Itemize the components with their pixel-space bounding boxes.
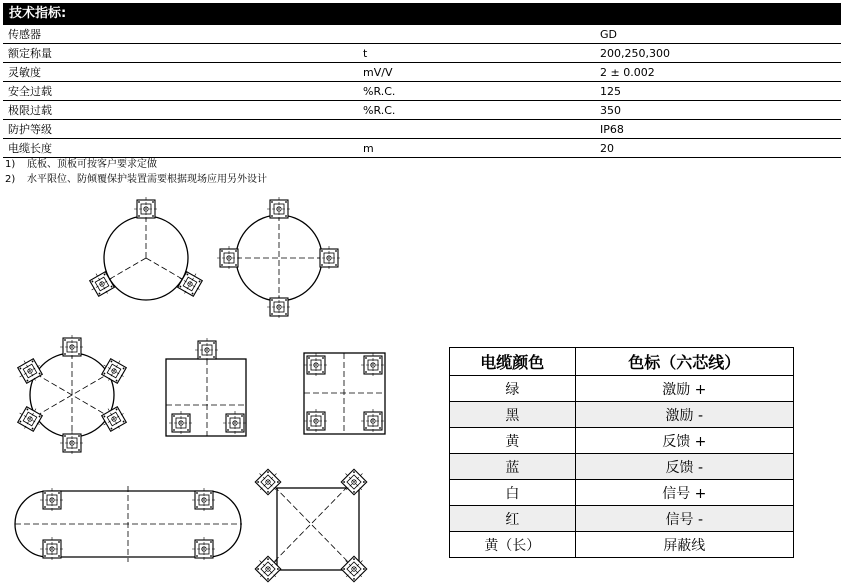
signal-function: 信号 -	[575, 506, 793, 532]
cable-color: 蓝	[450, 454, 576, 480]
spec-name: 极限过载	[3, 101, 358, 120]
cable-color: 黄	[450, 428, 576, 454]
spec-unit: mV/V	[358, 63, 595, 82]
diagram-circle-4-modules	[217, 197, 341, 319]
signal-function: 信号 +	[575, 480, 793, 506]
column-header-color-code: 色标（六芯线）	[575, 348, 793, 376]
signal-function: 激励 +	[575, 376, 793, 402]
diagram-circle-3-modules	[86, 197, 207, 300]
note-number: 1)	[5, 159, 16, 170]
cable-color: 黑	[450, 402, 576, 428]
diagram-circle-6-modules	[14, 335, 131, 455]
note-number: 2)	[5, 174, 16, 185]
cable-color: 红	[450, 506, 576, 532]
diagram-square-4-modules	[304, 353, 385, 434]
diagram-capsule-6-modules	[15, 486, 242, 562]
cable-color: 白	[450, 480, 576, 506]
table-row	[450, 480, 794, 506]
spec-name: 额定称量	[3, 44, 358, 63]
spec-value: GD	[595, 25, 841, 44]
diagram-diamond-4-modules	[251, 465, 371, 586]
cable-color: 绿	[450, 376, 576, 402]
signal-function: 激励 -	[575, 402, 793, 428]
spec-unit: m	[358, 139, 595, 158]
table-row	[450, 532, 794, 558]
cable-color: 黄（长）	[450, 532, 576, 558]
signal-function: 屏蔽线	[575, 532, 793, 558]
spec-name: 安全过载	[3, 82, 358, 101]
table-row	[450, 376, 794, 402]
note-text: 水平限位、防倾覆保护装置需要根据现场应用另外设计	[27, 174, 267, 185]
note-text: 底板、顶板可按客户要求定做	[27, 159, 157, 170]
table-row	[450, 506, 794, 532]
spec-unit: %R.C.	[358, 82, 595, 101]
spec-value: 125	[595, 82, 841, 101]
spec-name: 防护等级	[3, 120, 358, 139]
cable-color-table	[449, 347, 794, 558]
section-header: 技术指标:	[3, 3, 841, 25]
spec-value: 350	[595, 101, 841, 120]
spec-value: 200,250,300	[595, 44, 841, 63]
table-row	[450, 454, 794, 480]
signal-function: 反馈 +	[575, 428, 793, 454]
spec-unit: %R.C.	[358, 101, 595, 120]
diagram-triangle-3-modules	[166, 338, 247, 436]
table-header-row	[450, 348, 794, 376]
spec-name: 灵敏度	[3, 63, 358, 82]
spec-value: 2 ± 0.002	[595, 63, 841, 82]
spec-name: 电缆长度	[3, 139, 358, 158]
column-header-cable-color: 电缆颜色	[450, 348, 576, 376]
spec-value: IP68	[595, 120, 841, 139]
spec-value: 20	[595, 139, 841, 158]
spec-unit: t	[358, 44, 595, 63]
spec-name: 传感器	[3, 25, 358, 44]
signal-function: 反馈 -	[575, 454, 793, 480]
table-row	[450, 428, 794, 454]
table-row	[450, 402, 794, 428]
